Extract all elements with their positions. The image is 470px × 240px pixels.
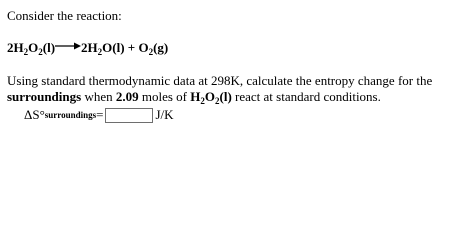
product1-rest: O(l) + O — [102, 40, 149, 55]
reactant-coef: 2H — [7, 40, 24, 55]
compound-sub-h: 2 — [200, 96, 205, 106]
compound-h: H — [190, 89, 201, 104]
reactant-o: O — [28, 40, 39, 55]
compound-sub-o: 2 — [215, 96, 220, 106]
equals-sign: = — [96, 107, 104, 122]
entropy-answer-input[interactable] — [105, 108, 153, 123]
answer-row — [24, 107, 174, 123]
entropy-subscript: surroundings — [44, 110, 97, 120]
compound-formula — [190, 89, 232, 104]
compound-phase: (l) — [219, 89, 232, 104]
product2-phase: (g) — [153, 40, 169, 55]
surroundings-keyword: surroundings — [7, 89, 82, 104]
reactant-phase: (l) — [42, 40, 56, 55]
compound-o: O — [204, 89, 215, 104]
question-line-1: Using standard thermodynamic data at 298K, calculate the entropy change for the — [7, 73, 433, 88]
product2-sub: 2 — [148, 47, 154, 57]
reaction-equation — [7, 40, 168, 56]
reaction-arrow-icon — [55, 41, 81, 51]
product1: 2H — [81, 40, 98, 55]
reactant-sub-h: 2 — [23, 47, 29, 57]
prompt-text: Consider the reaction: — [7, 8, 122, 23]
when-text: when — [81, 89, 116, 104]
product1-sub: 2 — [97, 47, 103, 57]
question-line-2 — [7, 89, 381, 105]
unit-label: J/K — [155, 107, 174, 122]
moles-value: 2.09 — [115, 89, 139, 104]
reactant-sub-o: 2 — [38, 47, 43, 57]
entropy-symbol: ΔS° — [24, 107, 45, 122]
moles-of-text: moles of — [138, 89, 191, 104]
tail-text: react at standard conditions. — [231, 89, 381, 104]
